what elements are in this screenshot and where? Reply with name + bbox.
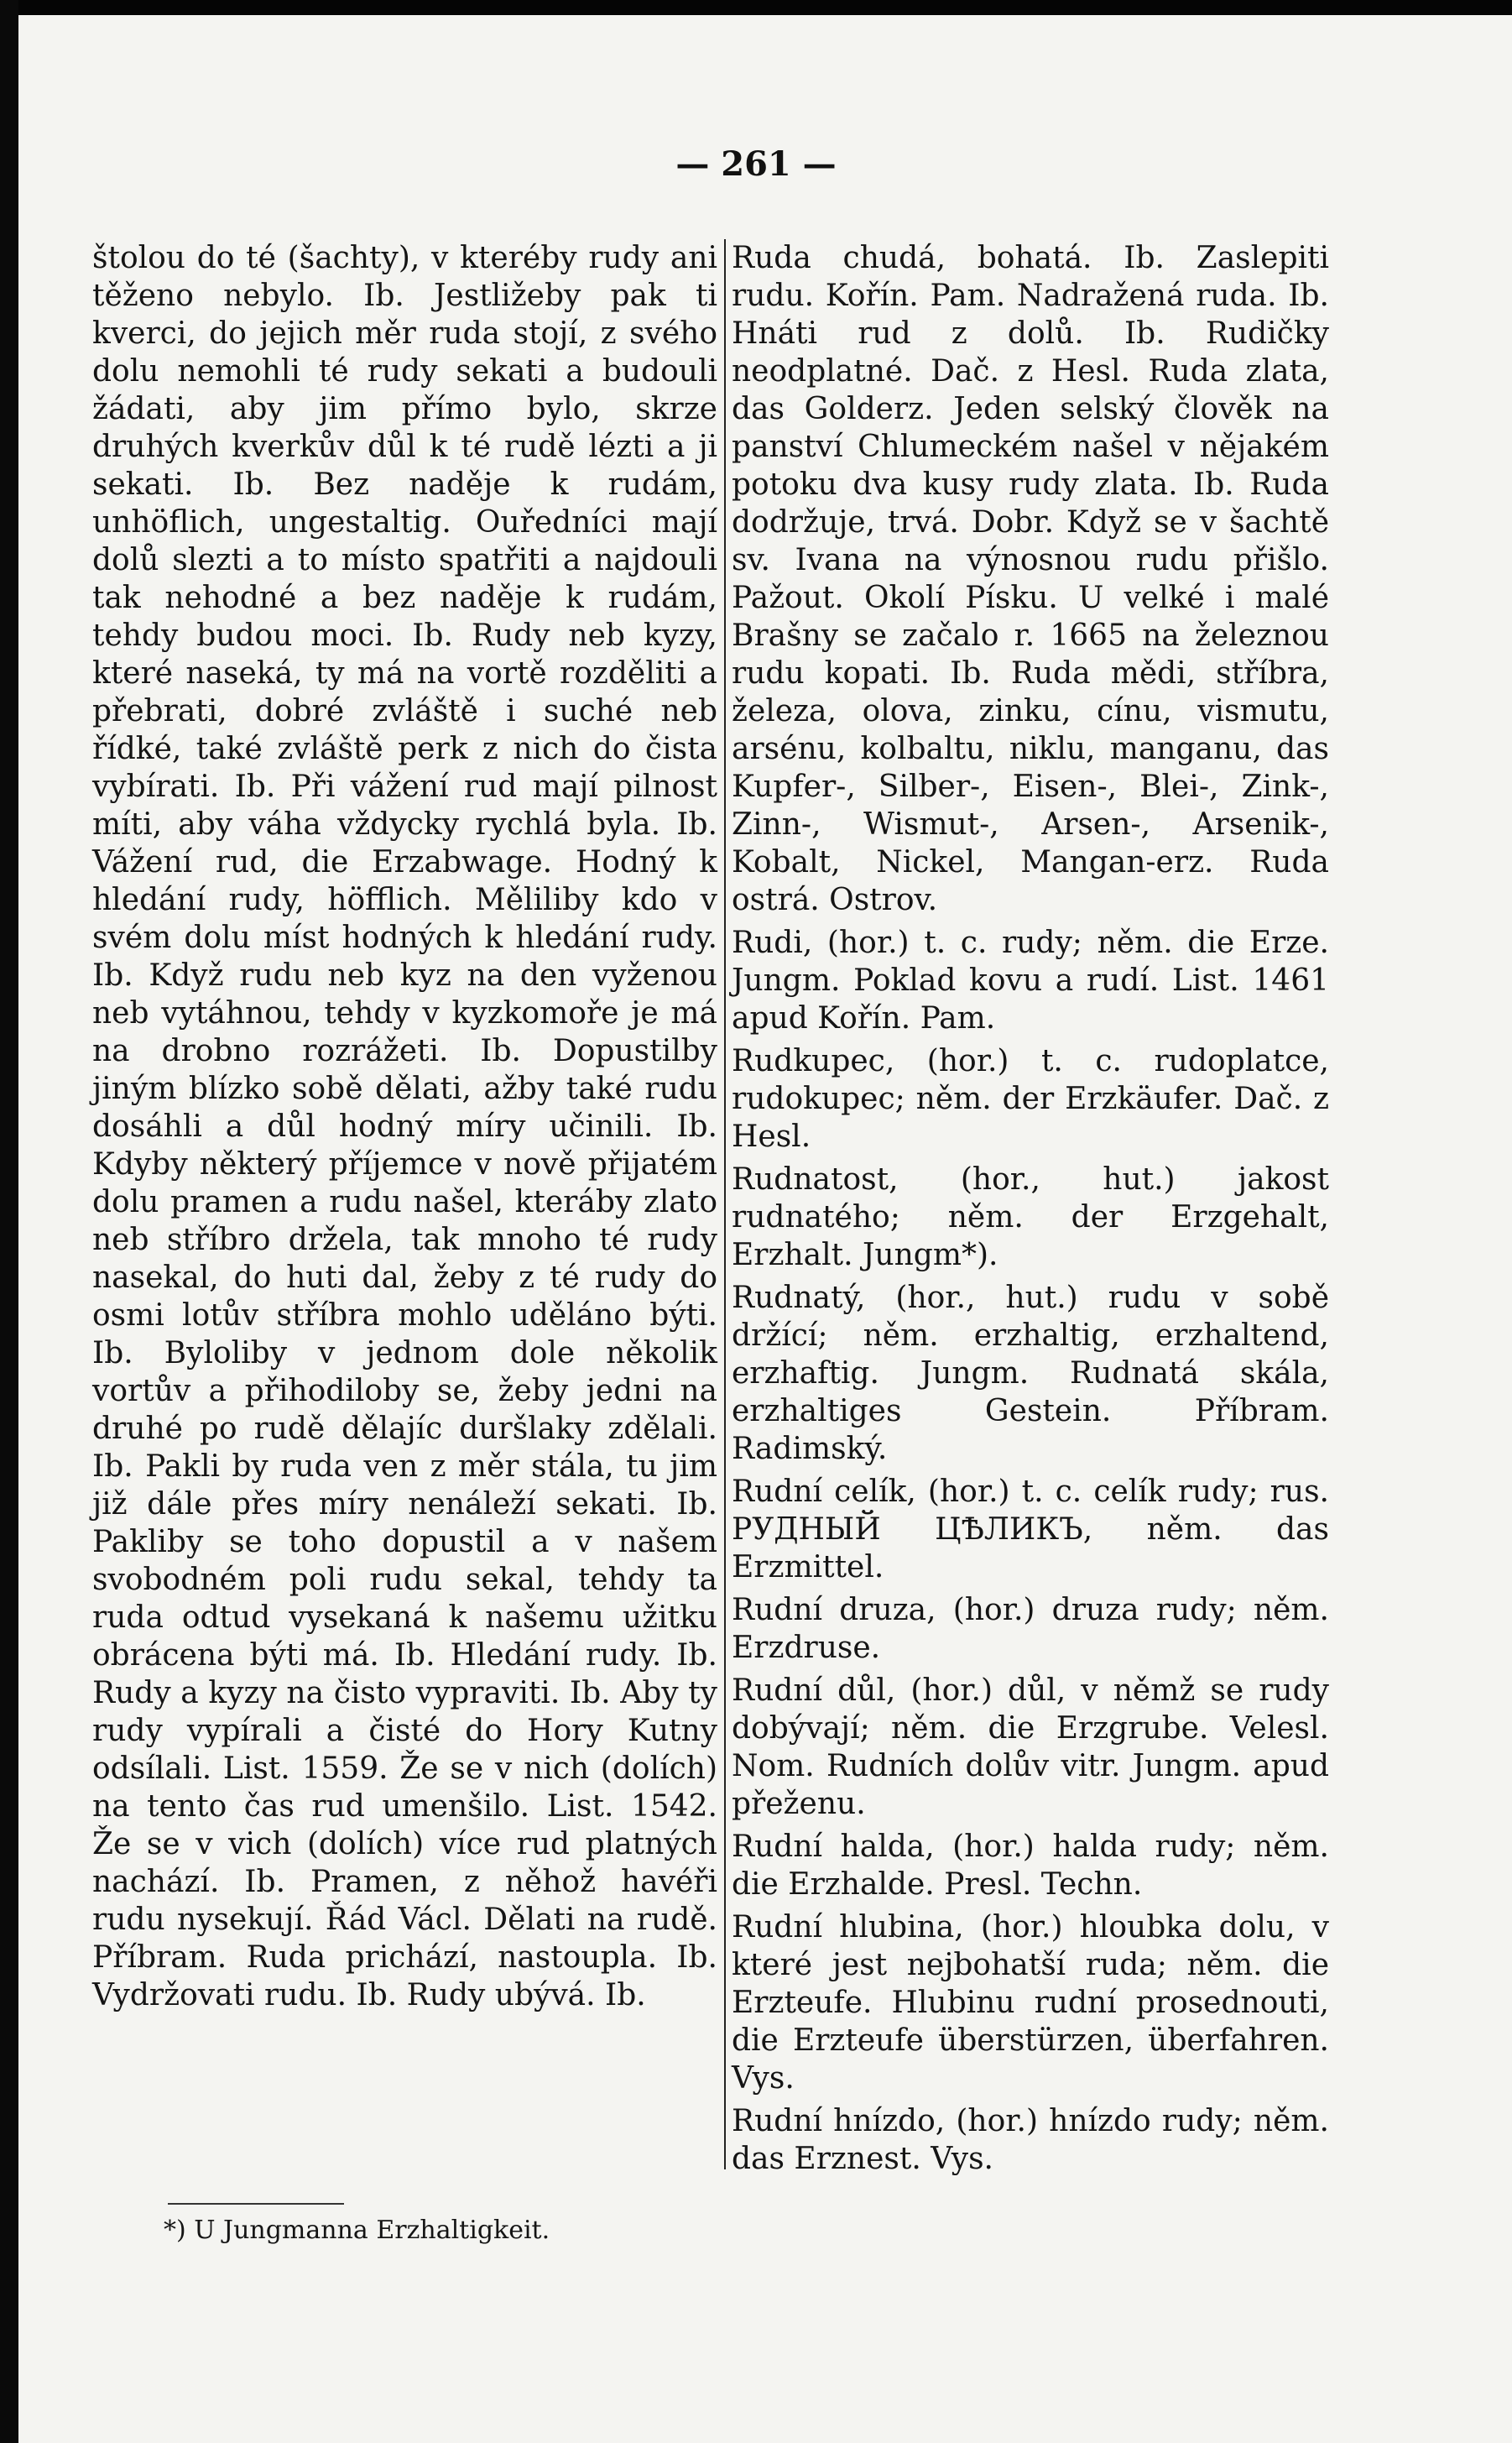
entry-rudni-hlubina: Rudní hlubina, (hor.) hloubka dolu, v které jest nejbohatší ruda; něm. die Erzteufe. Hlubinu rudní prosednouti, die Erzteufe überstürzen, überfahren. Vys. — [732, 1910, 1329, 2096]
left-column-text: štolou do té (šachty), v kteréby rudy ani těženo nebylo. Ib. Jestližeby pak ti kverci, do jejich měr ruda stojí, z svého dolu nemohli té rudy sekati a budouli žádati, aby jim přímo bylo, skrze druhých kverkův důl k té rudě lézti a ji sekati. Ib. Bez naděje k rudám, unhöflich, ungestaltig. Ouředníci mají dolů slezti a to místo spatřiti a najdouli tak nehodné a bez naděje k rudám, tehdy budou moci. Ib. Rudy neb kyzy, které naseká, ty má na vortě rozděliti a přebrati, dobré zvláště i suché neb řídké, také zvláště perk z nich do čista vybírati. Ib. Při vážení rud mají pilnost míti, aby váha vždycky rychlá byla. Ib. Vážení rud, die Erzabwage. Hodný k hledání rudy, höfflich. Měliliby kdo v svém dolu míst hodných k hledání rudy. Ib. Když rudu neb kyz na den vyženou neb vytáhnou, tehdy v kyzkomoře je má na drobno rozrážeti. Ib. Dopustilby jiným blízko sobě dělati, ažby také rudu dosáhli a důl hodný míry učinili. Ib. Kdyby některý příjemce v nově přijatém dolu pramen a rudu našel, kteráby zlato neb stříbro držela, tak mnoho té rudy nasekal, do huti dal, žeby z té rudy do osmi lotův stříbra mohlo uděláno býti. Ib. Byloliby v jednom dole několik vortův a přihodiloby se, žeby jedni na druhé po rudě dělajíc duršlaky zdělali. Ib. Pakli by ruda ven z měr stála, tu jim již dále přes míry nenáleží sekati. Ib. Pakliby se toho dopustil a v našem svobodném poli rudu sekal, tehdy ta ruda odtud vysekaná k našemu užitku obrácena býti má. Ib. Hledání rudy. Ib. Rudy a kyzy na čisto vypraviti. Ib. Aby ty rudy vypírali a čisté do Hory Kutny odsílali. List. 1559. Že se v nich (dolích) na tento čas rud umenšilo. List. 1542. Že se v vich (dolích) více rud platných nachází. Ib. Pramen, z něhož havéři rudu nysekují. Řád Václ. Dělati na rudě. Příbram. Ruda prichází, nastoupla. Ib. Vydržovati rudu. Ib. Rudy ubývá. Ib. — [92, 241, 717, 2012]
scan-edge-left — [0, 0, 18, 2443]
left-column — [92, 239, 717, 2014]
entry-rudnatost: Rudnatost, (hor., hut.) jakost rudnatého; něm. der Erzgehalt, Erzhalt. Jungm*). — [732, 1162, 1329, 1272]
entry-rudi: Rudi, (hor.) t. c. rudy; něm. die Erze. Jungm. Poklad kovu a rudí. List. 1461 apud Kořín. Pam. — [732, 926, 1329, 1036]
right-column — [732, 239, 1329, 2183]
page-number: — 261 — — [675, 144, 837, 184]
entry-rudni-celik: Rudní celík, (hor.) t. c. celík rudy; rus. РУДНЫЙ ЦѢЛИКЪ, něm. das Erzmittel. — [732, 1475, 1329, 1584]
entry-ruda-cont: Ruda chudá, bohatá. Ib. Zaslepiti rudu. Kořín. Pam. Nadražená ruda. Ib. Hnáti rud z dolů. Ib. Rudičky neodplatné. Dač. z Hesl. Ruda zlata, das Golderz. Jeden selský člověk na panství Chlumeckém našel v nějakém potoku dva kusy rudy zlata. Ib. Ruda dodržuje, trvá. Dobr. Když se v šachtě sv. Ivana na výnosnou rudu přišlo. Pažout. Okolí Písku. U velké i malé Brašny se začalo r. 1665 na železnou rudu kopati. Ib. Ruda mědi, stříbra, železa, olova, zinku, cínu, vismutu, arsénu, kolbaltu, niklu, manganu, das Kupfer-, Silber-, Eisen-, Blei-, Zink-, Zinn-, Wismut-, Arsen-, Arsenik-, Kobalt, Nickel, Mangan-erz. Ruda ostrá. Ostrov. — [732, 241, 1329, 917]
scan-edge-top — [0, 0, 1512, 15]
entry-rudkupec: Rudkupec, (hor.) t. c. rudoplatce, rudokupec; něm. der Erzkäufer. Dač. z Hesl. — [732, 1044, 1329, 1154]
footnote-rule — [168, 2203, 344, 2205]
entry-rudnaty: Rudnatý, (hor., hut.) rudu v sobě držící; něm. erzhaltig, erzhaltend, erzhaftig. Jungm. Rudnatá skála, erzhaltiges Gestein. Příbram. Radimský. — [732, 1281, 1329, 1466]
column-divider — [724, 239, 726, 2169]
footnote: *) U Jungmanna Erzhaltigkeit. — [164, 2216, 550, 2245]
entry-rudni-druza: Rudní druza, (hor.) druza rudy; něm. Erzdruse. — [732, 1593, 1329, 1665]
entry-rudni-halda: Rudní halda, (hor.) halda rudy; něm. die Erzhalde. Presl. Techn. — [732, 1830, 1329, 1902]
entry-rudni-hnizdo: Rudní hnízdo, (hor.) hnízdo rudy; něm. das Erznest. Vys. — [732, 2104, 1329, 2176]
entry-rudni-dul: Rudní důl, (hor.) důl, v němž se rudy dobývají; něm. die Erzgrube. Velesl. Nom. Rudních dolův vitr. Jungm. apud přeženu. — [732, 1673, 1329, 1821]
